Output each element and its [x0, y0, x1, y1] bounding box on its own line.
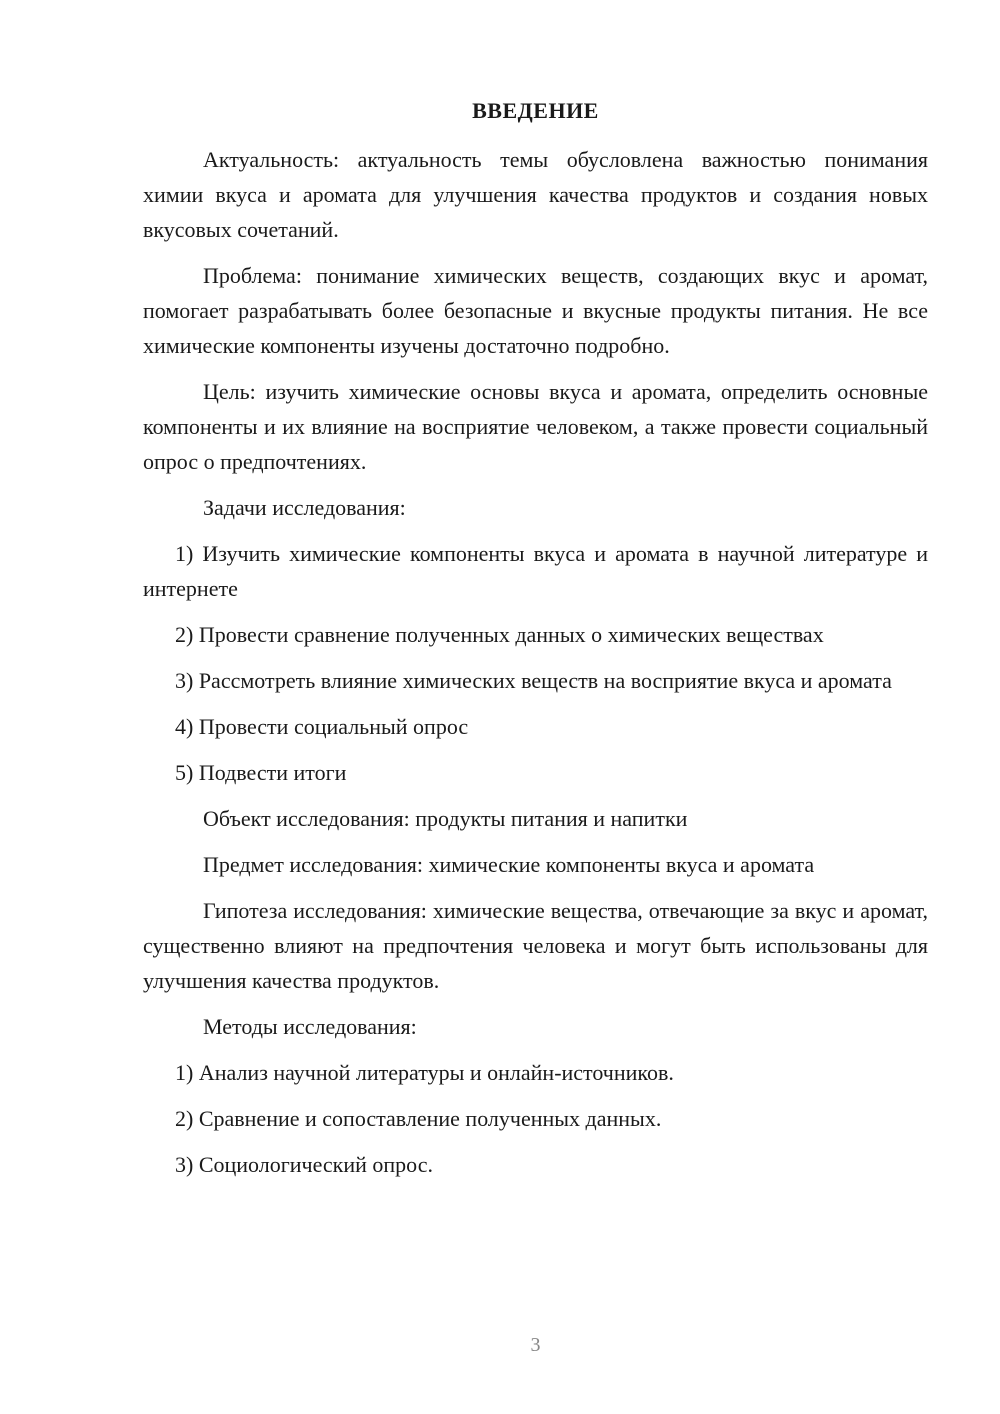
method-item-2: 2) Сравнение и сопоставление полученных данных. [175, 1106, 662, 1131]
paragraph-object: Объект исследования: продукты питания и напитки [203, 806, 688, 831]
paragraph-subject: Предмет исследования: химические компоненты вкуса и аромата [203, 852, 815, 877]
task-item-1: 1) Изучить химические компоненты вкуса и аромата в научной литературе и интернете [143, 541, 928, 601]
paragraph-relevance: Актуальность: актуальность темы обусловлена важностью понимания химии вкуса и аромата для улучшения качества продуктов и создания новых вкусовых сочетаний. [143, 147, 928, 242]
page-number: 3 [530, 1334, 541, 1356]
task-item-2: 2) Провести сравнение полученных данных о химических веществах [175, 622, 824, 647]
document-page [143, 0, 928, 1414]
methods-title: Методы исследования: [203, 1014, 417, 1039]
task-item-5: 5) Подвести итоги [175, 760, 347, 785]
method-item-3: 3) Социологический опрос. [175, 1152, 433, 1177]
paragraph-problem: Проблема: понимание химических веществ, создающих вкус и аромат, помогает разрабатывать более безопасные и вкусные продукты питания. Не все химические компоненты изучены достаточно подробно. [143, 263, 928, 358]
tasks-title: Задачи исследования: [203, 495, 406, 520]
task-item-3: 3) Рассмотреть влияние химических веществ на восприятие вкуса и аромата [175, 668, 892, 693]
paragraph-goal: Цель: изучить химические основы вкуса и аромата, определить основные компоненты и их влияние на восприятие человеком, а также провести социальный опрос о предпочтениях. [143, 379, 928, 474]
section-heading: ВВЕДЕНИЕ [472, 98, 599, 123]
task-item-4: 4) Провести социальный опрос [175, 714, 469, 739]
paragraph-hypothesis: Гипотеза исследования: химические вещества, отвечающие за вкус и аромат, существенно влияют на предпочтения человека и могут быть использованы для улучшения качества продуктов. [143, 898, 928, 993]
method-item-1: 1) Анализ научной литературы и онлайн-источников. [175, 1060, 674, 1085]
document-body [143, 142, 928, 1193]
